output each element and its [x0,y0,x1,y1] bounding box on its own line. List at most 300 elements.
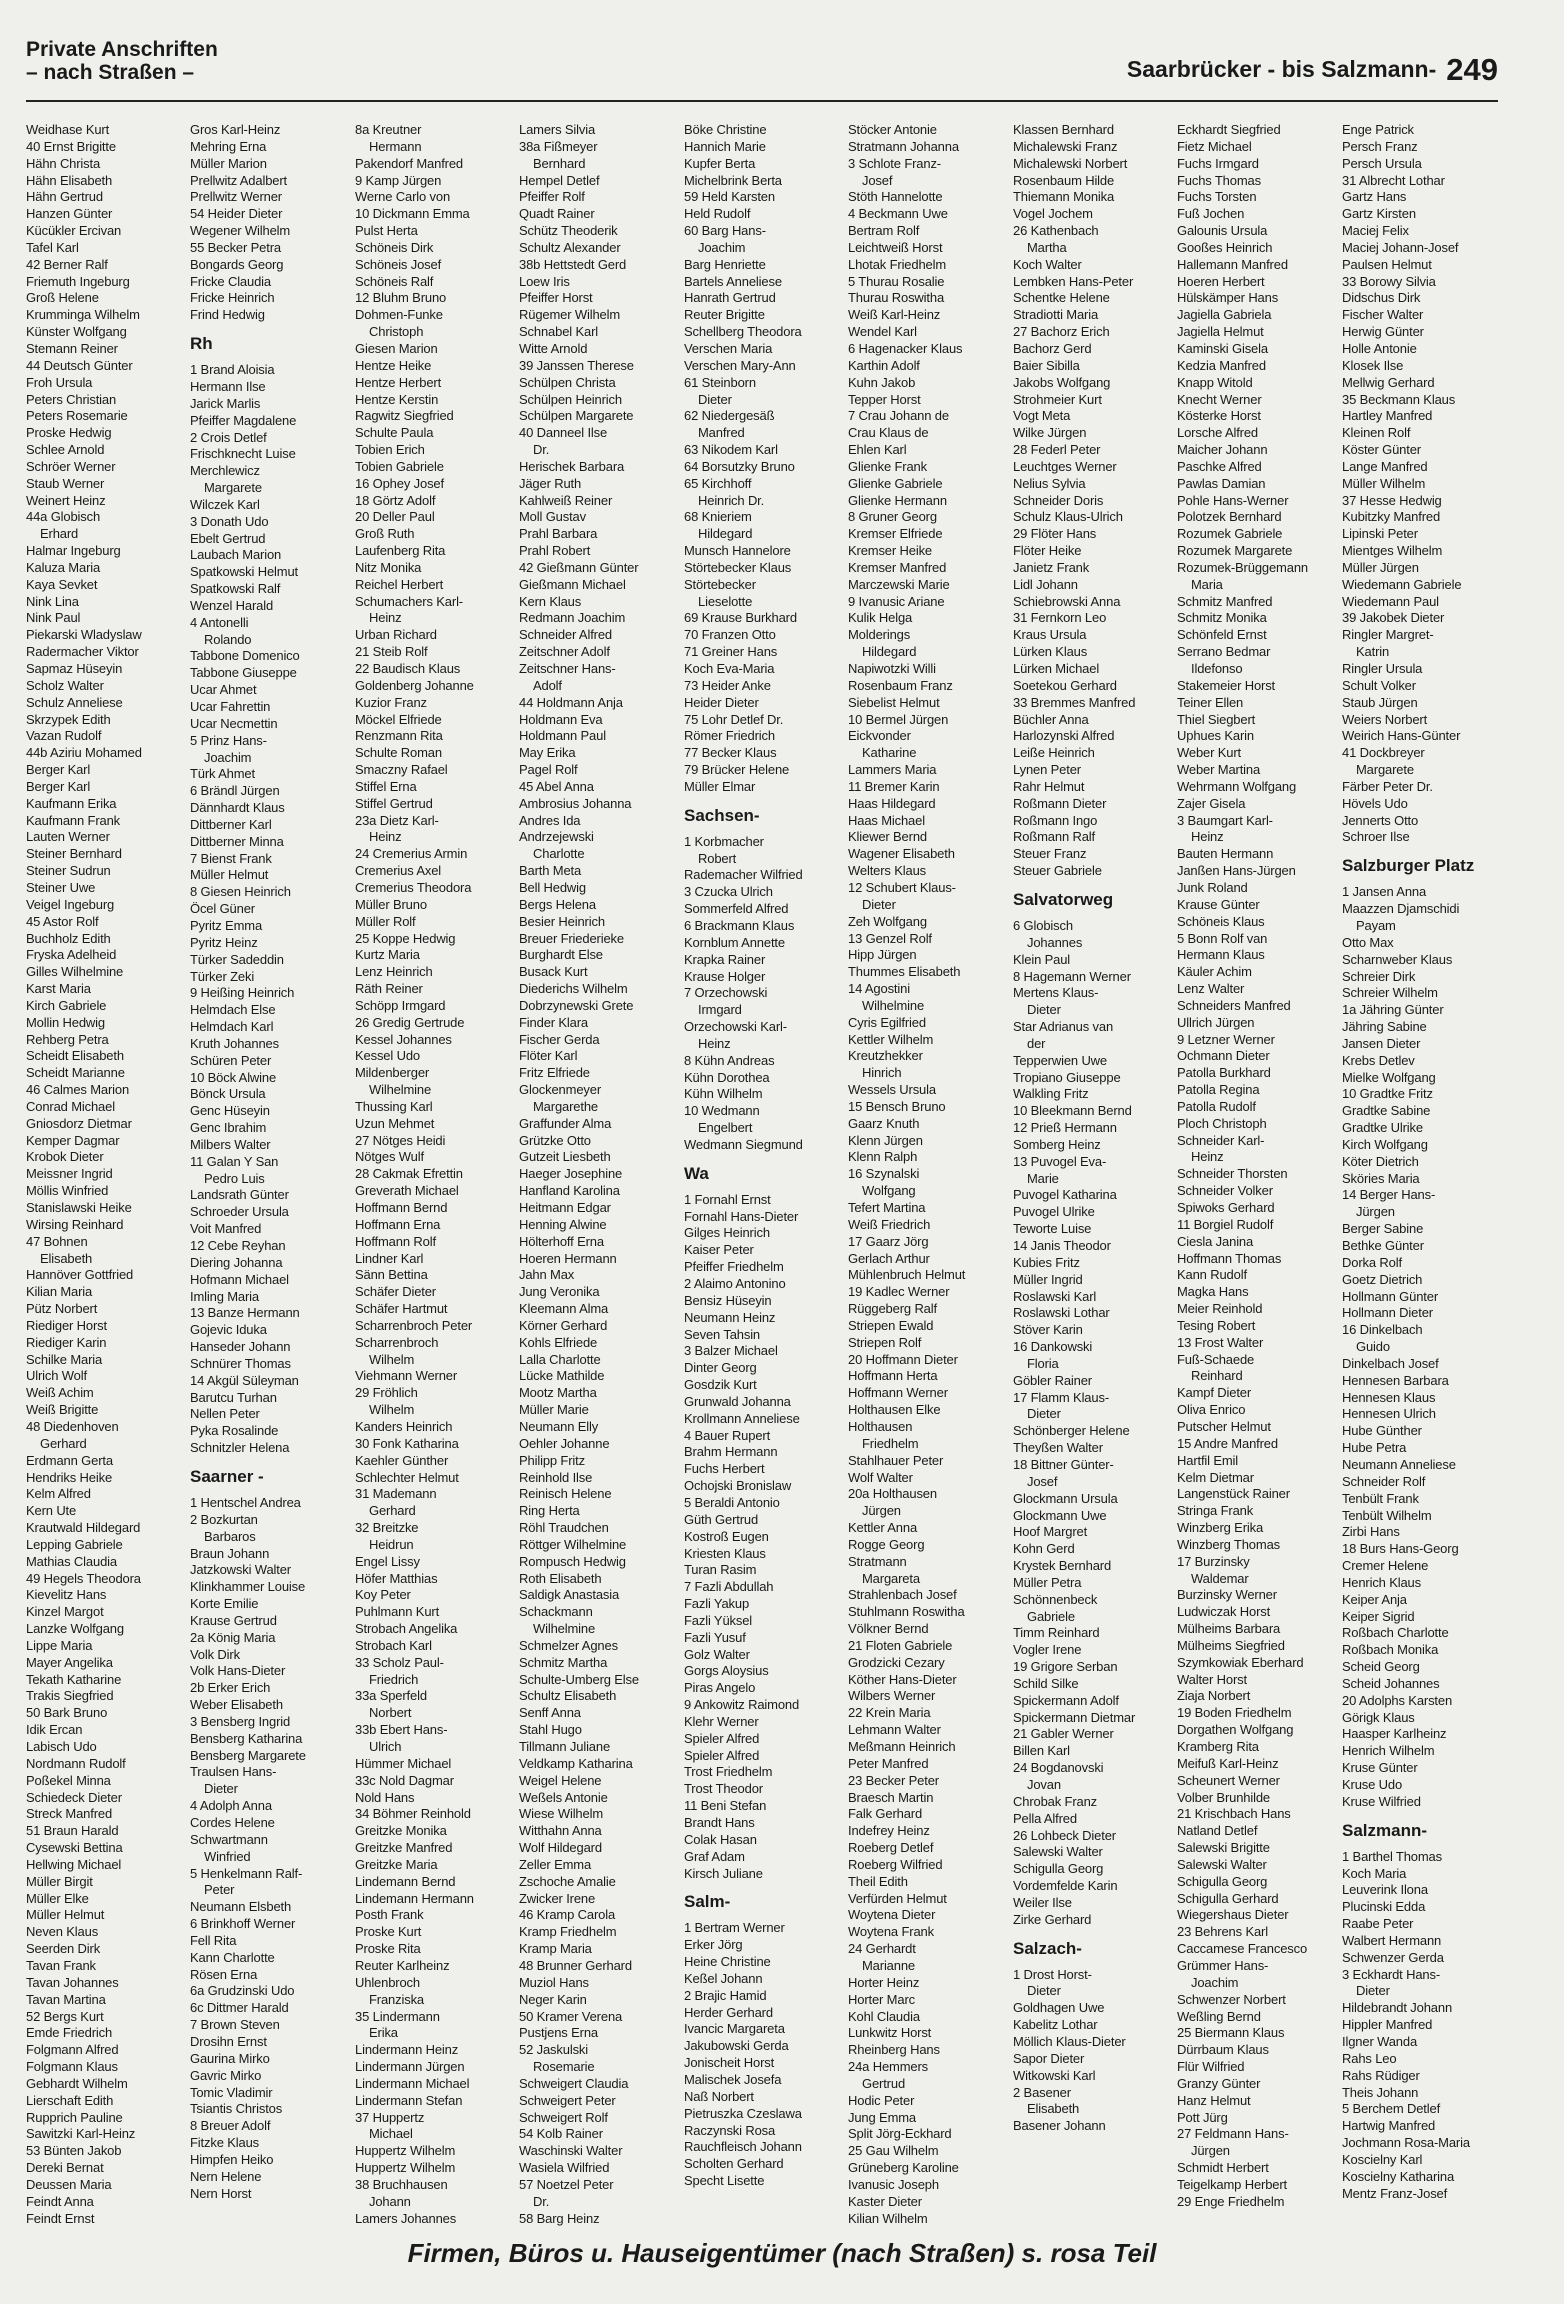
entry-continuation: Hinrich [862,1065,902,1081]
resident-entry: Raabe Peter [1342,1916,1414,1932]
resident-entry: Tepper Horst [848,391,921,407]
resident-entry: 69 Krause Burkhard [684,610,797,626]
resident-entry: 13 Genzel Rolf [848,930,932,946]
resident-entry: Schneider Thorsten [1177,1166,1288,1182]
resident-entry: Hähn Gertrud [26,189,103,205]
resident-entry: Golz Walter [684,1646,750,1662]
resident-entry: Posth Frank [355,1907,424,1923]
resident-entry: 6 Globisch [1013,917,1073,933]
resident-entry: Kettler Wilhelm [848,1031,934,1047]
resident-entry: Schwartmann [190,1831,268,1847]
resident-entry: Schröer Werner [26,458,116,474]
entry-continuation: Johannes [1027,934,1083,950]
resident-entry: Burghardt Else [519,947,603,963]
resident-entry: Spiwoks Gerhard [1177,1200,1275,1215]
resident-entry: 16 Dinkelbach [1342,1322,1423,1338]
resident-entry: 9 Letzner Werner [1177,1031,1275,1047]
resident-entry: Hoeren Herbert [1177,273,1265,289]
resident-entry: Roslawski Karl [1013,1288,1097,1304]
resident-entry: Nellen Peter [190,1406,260,1422]
resident-entry: Flöter Heike [1013,543,1082,559]
resident-entry: Andrzejewski [519,829,594,845]
entry-continuation: Dieter [1027,1002,1061,1018]
resident-entry: Emde Friedrich [26,2025,113,2041]
resident-entry: Weber Elisabeth [190,1697,283,1713]
resident-entry: Henrich Klaus [1342,1574,1421,1590]
resident-entry: Uhlenbroch [355,1974,420,1990]
resident-entry: Hövels Udo [1342,795,1408,811]
resident-entry: Mollin Hedwig [26,1014,105,1030]
entry-continuation: Dieter [1356,1983,1390,1999]
resident-entry: 19 Boden Friedhelm [1177,1705,1292,1721]
entry-continuation: Charlotte [533,846,585,862]
resident-entry: Riediger Karin [26,1334,107,1350]
resident-entry: Güth Gertrud [684,1511,759,1527]
resident-entry: Uphues Karin [1177,728,1254,744]
resident-entry: Naß Norbert [684,2088,754,2104]
resident-entry: Schild Silke [1013,1675,1079,1691]
resident-entry: 7 Brown Steven [190,2017,280,2033]
street-heading: Salm- [684,1892,731,1912]
resident-entry: Müller Wilhelm [1342,475,1426,491]
entry-continuation: der [1027,1035,1046,1051]
resident-entry: Hähn Elisabeth [26,172,113,188]
resident-entry: Weirich Hans-Günter [1342,728,1461,744]
resident-entry: Hube Günther [1342,1423,1422,1439]
street-heading: Rh [190,334,213,354]
resident-entry: Pfeiffer Horst [519,290,593,306]
resident-entry: Vogler Irene [1013,1642,1082,1658]
resident-entry: Dinkelbach Josef [1342,1355,1439,1371]
entry-continuation: Erhard [40,526,79,542]
resident-entry: 63 Nikodem Karl [684,442,778,458]
resident-entry: Keiper Sigrid [1342,1608,1415,1624]
resident-entry: Mülheims Barbara [1177,1621,1281,1637]
entry-continuation: Jovan [1027,1777,1061,1792]
resident-entry: Roßbach Charlotte [1342,1625,1449,1641]
resident-entry: Thurau Roswitha [848,290,945,306]
resident-entry: Magka Hans [1177,1284,1249,1300]
entry-continuation: Heinz [1191,829,1224,845]
resident-entry: Imling Maria [190,1288,259,1304]
resident-entry: Graf Adam [684,1848,745,1864]
resident-entry: Lidl Johann [1013,576,1078,592]
resident-entry: Wiese Wilhelm [519,1806,604,1822]
resident-entry: 70 Franzen Otto [684,627,776,643]
resident-entry: Mielke Wolfgang [1342,1069,1436,1085]
resident-entry: Wehrmann Wolfgang [1177,778,1297,794]
resident-entry: Meissner Ingrid [26,1166,113,1182]
resident-entry: Vordemfelde Karin [1013,1878,1118,1894]
resident-entry: Michalewski Norbert [1013,155,1128,171]
resident-entry: 2 Crois Detlef [190,429,267,445]
resident-entry: Wilke Jürgen [1013,425,1087,441]
resident-entry: Hodic Peter [848,2092,915,2108]
resident-entry: Roslawski Lothar [1013,1305,1110,1321]
resident-entry: Tavan Frank [26,1957,96,1973]
resident-entry: 13 Frost Walter [1177,1334,1264,1350]
resident-entry: Verschen Maria [684,340,773,356]
resident-entry: Himpfen Heiko [190,2151,274,2167]
resident-entry: Chrobak Franz [1013,1793,1098,1809]
resident-entry: Salewski Walter [1013,1844,1103,1860]
entry-continuation: Manfred [698,425,745,441]
resident-entry: Kettler Anna [848,1520,918,1536]
street-heading: Salzburger Platz [1342,856,1475,876]
resident-entry: Schweigert Claudia [519,2075,629,2091]
resident-entry: 57 Noetzel Peter [519,2176,614,2192]
resident-entry: 8 Breuer Adolf [190,2118,271,2134]
resident-entry: Rademacher Wilfried [684,867,803,883]
resident-entry: Ucar Necmettin [190,715,278,731]
resident-entry: 40 Ernst Brigitte [26,138,116,154]
resident-entry: Grümmer Hans- [1177,1957,1269,1973]
resident-entry: Paulsen Helmut [1342,256,1432,272]
resident-entry: 2 Alaimo Antonino [684,1276,786,1291]
resident-entry: Fell Rita [190,1932,237,1948]
resident-entry: Uzun Mehmet [355,1115,435,1131]
resident-entry: 21 Krischbach Hans [1177,1806,1291,1822]
resident-entry: Theyßen Walter [1013,1440,1103,1456]
resident-entry: Schackmann [519,1604,593,1620]
resident-entry: Philipp Fritz [519,1452,585,1468]
resident-entry: Kirch Gabriele [26,997,107,1013]
entry-continuation: Heinz [369,610,402,626]
resident-entry: Indefrey Heinz [848,1823,930,1839]
resident-entry: Schulte Paula [355,425,434,441]
resident-entry: Feindt Anna [26,2193,94,2209]
resident-entry: Roth Elisabeth [519,1570,602,1586]
resident-entry: Goetz Dietrich [1342,1271,1423,1287]
resident-entry: Kostroß Eugen [684,1528,769,1544]
resident-entry: 22 Krein Maria [848,1705,931,1721]
resident-entry: Hollmann Dieter [1342,1305,1433,1321]
resident-entry: Ivancic Margareta [684,2021,785,2037]
resident-entry: Kramp Friedhelm [519,1924,617,1940]
resident-entry: Friemuth Ingeburg [26,273,130,289]
resident-entry: Janßen Hans-Jürgen [1177,863,1296,879]
directory-column-9 [1342,122,1500,2217]
resident-entry: Schmidt Herbert [1177,2160,1269,2176]
entry-continuation: Heinz [1191,1149,1224,1165]
resident-entry: Zajer Gisela [1177,795,1246,811]
resident-entry: Hanrath Gertrud [684,290,776,306]
resident-entry: 6 Brinkhoff Werner [190,1916,296,1932]
resident-entry: 2 Basener [1013,2084,1071,2100]
resident-entry: Haasper Karlheinz [1342,1726,1447,1742]
resident-entry: 8 Gruner Georg [848,509,937,525]
resident-entry: Hanfland Karolina [519,1183,620,1199]
resident-entry: 20 Adolphs Karsten [1342,1692,1453,1708]
resident-entry: Rozumek-Brüggemann [1177,559,1308,575]
resident-entry: Buchholz Edith [26,930,111,946]
resident-entry: Wolf Walter [848,1469,913,1485]
resident-entry: 7 Crau Johann de [848,408,949,424]
resident-entry: Volk Hans-Dieter [190,1663,286,1679]
entry-continuation: Lieselotte [698,593,753,609]
resident-entry: Dinter Georg [684,1360,757,1376]
resident-entry: Engel Lissy [355,1553,420,1569]
resident-entry: 1 Barthel Thomas [1342,1848,1442,1864]
resident-entry: Koscielny Katharina [1342,2168,1455,2184]
resident-entry: 9 Ivanusic Ariane [848,593,945,609]
resident-entry: 5 Beraldi Antonio [684,1494,780,1510]
resident-entry: Enge Patrick [1342,122,1414,137]
resident-entry: Tafel Karl [26,239,79,255]
resident-entry: Kleemann Alma [519,1301,609,1317]
resident-entry: Verschen Mary-Ann [684,357,796,373]
resident-entry: Braun Johann [190,1545,270,1561]
resident-entry: 6 Hagenacker Klaus [848,340,963,356]
resident-entry: 34 Böhmer Reinhold [355,1806,471,1822]
resident-entry: Oliva Enrico [1177,1402,1246,1418]
resident-entry: Fuchs Irmgard [1177,155,1259,171]
resident-entry: Weßling Bernd [1177,2008,1261,2024]
resident-entry: 19 Grigore Serban [1013,1659,1118,1675]
resident-entry: Tefert Martina [848,1200,926,1215]
street-heading: Salzmann- [1342,1820,1428,1840]
resident-entry: 33 Bremmes Manfred [1013,694,1136,710]
resident-entry: Ochojski Bronislaw [684,1478,792,1494]
entry-continuation: Gabriele [1027,1608,1075,1624]
resident-entry: Kinzel Margot [26,1604,104,1620]
resident-entry: Schulte-Umberg Else [519,1671,639,1687]
resident-entry: Pustjens Erna [519,2025,598,2041]
resident-entry: Halmar Ingeburg [26,543,121,559]
resident-entry: Kohls Elfriede [519,1334,598,1350]
resident-entry: Mientges Wilhelm [1342,543,1443,559]
resident-entry: Reuter Karlheinz [355,1957,450,1973]
resident-entry: Lamers Johannes [355,2210,457,2226]
resident-entry: Kurtz Maria [355,947,420,963]
resident-entry: 28 Federl Peter [1013,442,1101,458]
resident-entry: 68 Knieriem [684,509,752,525]
resident-entry: Scharrenbroch [355,1334,439,1350]
resident-entry: Kuzior Franz [355,694,427,710]
resident-entry: Ebelt Gertrud [190,530,266,546]
resident-entry: Kern Klaus [519,593,582,609]
resident-entry: Weiß Achim [26,1385,94,1401]
resident-entry: 3 Eckhardt Hans- [1342,1966,1441,1982]
resident-entry: 29 Enge Friedhelm [1177,2193,1285,2209]
resident-entry: Müller Marion [190,155,267,171]
entry-continuation: Margarethe [533,1098,598,1114]
resident-entry: 9 Kamp Jürgen [355,172,442,188]
resident-entry: Didschus Dirk [1342,290,1421,306]
resident-entry: Rosenbaum Hilde [1013,172,1115,188]
resident-entry: Nern Helene [190,2168,262,2184]
resident-entry: Proske Rita [355,1941,421,1957]
resident-entry: Rheinberg Hans [848,2042,940,2058]
resident-entry: Stratmann Johanna [848,138,959,154]
resident-entry: Stöver Karin [1013,1322,1083,1338]
resident-entry: Theis Johann [1342,2084,1419,2100]
resident-entry: Diederichs Wilhelm [519,981,628,997]
resident-entry: 10 Bermel Jürgen [848,711,949,727]
resident-entry: Holle Antonie [1342,340,1417,356]
resident-entry: 2a König Maria [190,1629,276,1645]
resident-entry: Fazli Yüksel [684,1612,753,1628]
resident-entry: 15 Bensch Bruno [848,1098,946,1114]
resident-entry: Karst Maria [26,981,91,997]
resident-entry: Böke Christine [684,122,767,137]
resident-entry: Jennerts Otto [1342,812,1419,828]
resident-entry: Türk Ahmet [190,766,255,782]
resident-entry: Kedzia Manfred [1177,357,1266,373]
resident-entry: Ploch Christoph [1177,1115,1267,1131]
resident-entry: Schulte Roman [355,745,442,761]
entry-continuation: Margareta [862,1570,920,1586]
resident-entry: Koch Walter [1013,256,1082,272]
resident-entry: Scharrenbroch Peter [355,1317,473,1333]
resident-entry: Heitmann Edgar [519,1200,611,1215]
resident-entry: 4 Antonelli [190,614,249,630]
resident-entry: Greitzke Manfred [355,1840,453,1856]
entry-continuation: Waldemar [1191,1570,1249,1586]
resident-entry: Mildenberger [355,1065,430,1081]
resident-entry: Tabbone Giuseppe [190,665,297,681]
resident-entry: Ullrich Jürgen [1177,1014,1255,1030]
resident-entry: Rahs Rüdiger [1342,2067,1420,2083]
resident-entry: 4 Adolph Anna [190,1798,272,1814]
resident-entry: Berger Sabine [1342,1221,1424,1237]
entry-continuation: Wilhelm [369,1402,415,1418]
resident-entry: 24 Cremerius Armin [355,846,468,862]
resident-entry: Napiwotzki Willi [848,661,936,676]
resident-entry: Hoffmann Bernd [355,1200,448,1215]
resident-entry: Hoffmann Rolf [355,1233,436,1249]
resident-entry: Kriesten Klaus [684,1545,766,1561]
resident-entry: Stemann Reiner [26,340,118,356]
resident-entry: Lynen Peter [1013,762,1081,778]
resident-entry: Zwicker Irene [519,1890,596,1906]
entry-continuation: Wilhelm [369,1351,415,1367]
resident-entry: Wedmann Siegmund [684,1136,803,1152]
resident-entry: Staub Werner [26,475,105,491]
resident-entry: Puhlmann Kurt [355,1604,440,1620]
resident-entry: Redmann Joachim [519,610,626,626]
resident-entry: Koch Maria [1342,1865,1407,1881]
resident-entry: 6 Brackmann Klaus [684,917,795,933]
resident-entry: Schulz Anneliese [26,694,123,710]
resident-entry: 64 Borsutzky Bruno [684,458,795,474]
resident-entry: Wolf Hildegard [519,1840,602,1856]
resident-entry: Schäfer Hartmut [355,1301,448,1317]
resident-entry: Kreutzhekker [848,1048,923,1064]
resident-entry: Polotzek Bernhard [1177,509,1282,525]
resident-entry: Barutcu Turhan [190,1389,277,1405]
resident-entry: Fornahl Hans-Dieter [684,1208,799,1224]
resident-entry: Scheidt Marianne [26,1065,125,1081]
resident-entry: Gaurina Mirko [190,2050,270,2066]
resident-entry: 24 Bogdanovski [1013,1760,1104,1776]
resident-entry: Schnitzler Helena [190,1440,290,1456]
resident-entry: Wagener Elisabeth [848,846,955,862]
resident-entry: Möckel Elfriede [355,711,442,727]
resident-entry: 8 Hagemann Werner [1013,968,1131,984]
resident-entry: 27 Bachorz Erich [1013,324,1110,340]
resident-entry: Schroeder Ursula [190,1204,289,1220]
resident-entry: Haeger Josephine [519,1166,623,1182]
resident-entry: Schultz Alexander [519,239,621,255]
resident-entry: Pyritz Heinz [190,934,258,950]
resident-entry: 2 Bozkurtan [190,1511,258,1527]
resident-entry: Finder Klara [519,1014,589,1030]
resident-entry: Hollmann Günter [1342,1288,1439,1304]
resident-entry: 16 Dankowski [1013,1339,1093,1355]
resident-entry: 3 Donath Udo [190,513,269,529]
resident-entry: Weinert Heinz [26,492,106,508]
resident-entry: Nink Paul [26,610,81,626]
resident-entry: 59 Held Karsten [684,189,775,205]
resident-entry: Witte Arnold [519,340,588,356]
entry-continuation: Johann [369,2193,411,2209]
resident-entry: Steuer Franz [1013,846,1087,862]
resident-entry: Witkowski Karl [1013,2067,1096,2083]
resident-entry: Siebelist Helmut [848,694,940,710]
resident-entry: Fuß Jochen [1177,206,1245,222]
resident-entry: Langenstück Rainer [1177,1486,1290,1502]
resident-entry: Schneider Alfred [519,627,612,643]
resident-entry: Fryska Adelheid [26,947,117,963]
resident-entry: Gerlach Arthur [848,1250,930,1266]
resident-entry: Gooßes Heinrich [1177,239,1273,255]
resident-entry: 27 Nötges Heidi [355,1132,446,1148]
resident-entry: Wilczek Karl [190,496,260,512]
resident-entry: Hempel Detlef [519,172,600,188]
resident-entry: 11 Galan Y San [190,1153,279,1169]
resident-entry: Merchlewicz [190,463,260,479]
resident-entry: Zirbi Hans [1342,1524,1400,1540]
resident-entry: Hanzen Günter [26,206,113,222]
resident-entry: Thiel Siegbert [1177,711,1256,727]
resident-entry: Maicher Johann [1177,442,1268,458]
resident-entry: 10 Böck Alwine [190,1069,277,1085]
resident-entry: Salewski Walter [1177,1856,1267,1872]
resident-entry: Jakubowski Gerda [684,2038,789,2054]
resident-entry: 73 Heider Anke [684,677,771,693]
resident-entry: Michalewski Franz [1013,138,1118,154]
resident-entry: Weber Martina [1177,762,1261,778]
resident-entry: Cremerius Theodora [355,879,472,895]
resident-entry: 14 Janis Theodor [1013,1238,1111,1253]
resident-entry: Schweigert Rolf [519,2109,608,2125]
resident-entry: 61 Steinborn [684,374,756,390]
resident-entry: Tepperwien Uwe [1013,1052,1108,1068]
resident-entry: Völkner Bernd [848,1621,929,1637]
resident-entry: Gorgs Aloysius [684,1663,769,1679]
resident-entry: Kern Ute [26,1503,77,1519]
resident-entry: Weidhase Kurt [26,122,110,137]
resident-entry: Schellberg Theodora [684,324,802,340]
resident-entry: Krapka Rainer [684,951,766,967]
resident-entry: Lindner Karl [355,1250,424,1266]
resident-entry: Froh Ursula [26,374,93,390]
resident-entry: Kessel Udo [355,1048,420,1064]
resident-entry: Ringler Margret- [1342,627,1434,643]
resident-entry: Kaiser Peter [684,1242,754,1258]
resident-entry: Möllis Winfried [26,1183,109,1199]
resident-entry: 51 Braun Harald [26,1823,119,1839]
resident-entry: Glienke Gabriele [848,475,943,491]
resident-entry: Waschinski Walter [519,2143,623,2159]
resident-entry: Koscielny Karl [1342,2151,1423,2167]
resident-entry: Herder Gerhard [684,2004,773,2020]
resident-entry: Genc Hüseyin [190,1103,270,1119]
resident-entry: Cyris Egilfried [848,1014,926,1030]
resident-entry: Greitzke Monika [355,1823,447,1839]
resident-entry: Schneider Doris [1013,492,1104,508]
